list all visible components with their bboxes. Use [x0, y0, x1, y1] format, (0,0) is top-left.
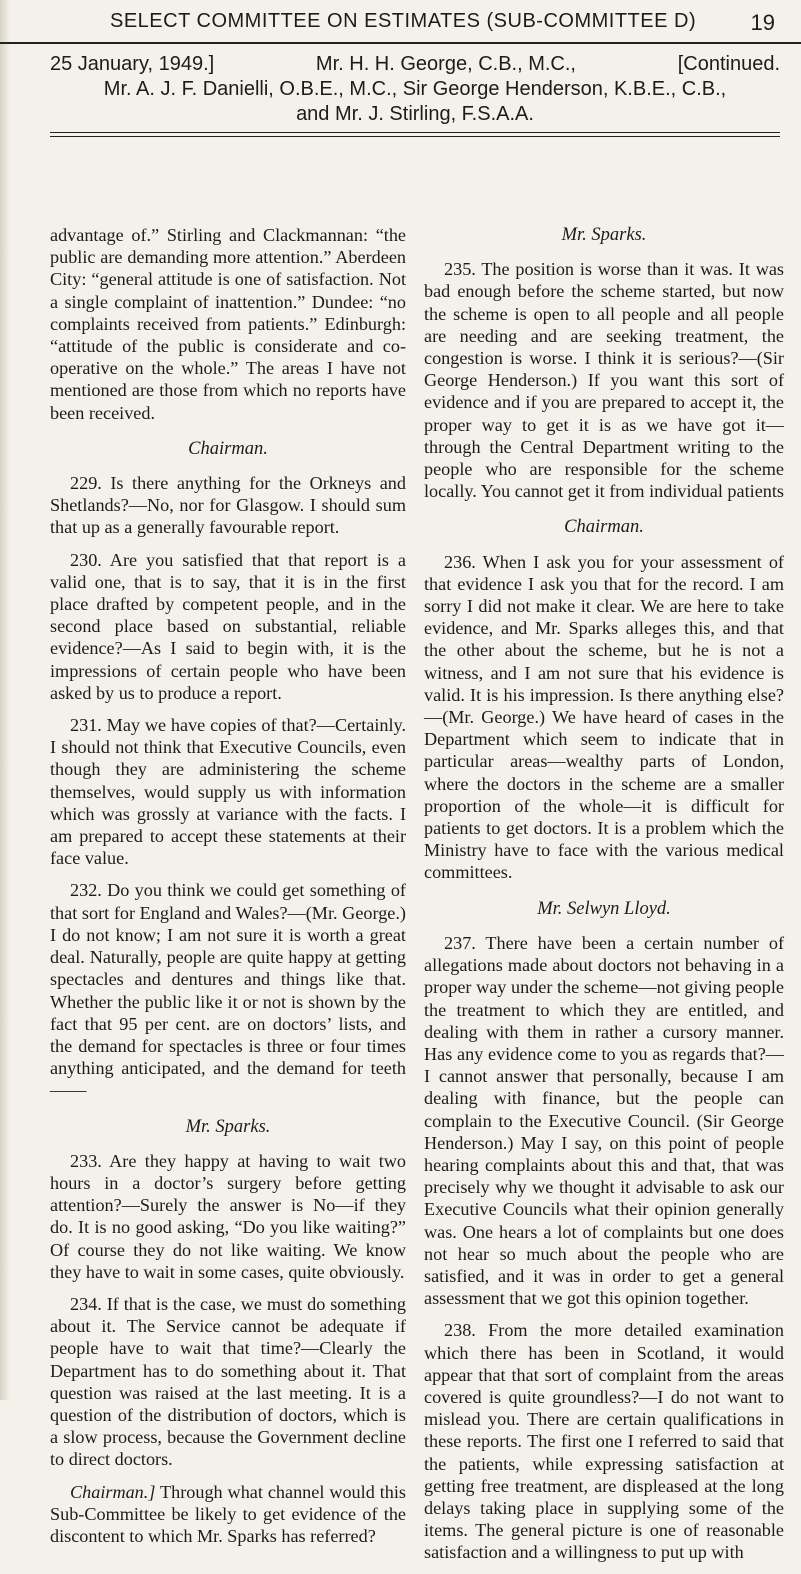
paragraph-233: 233. Are they happy at having to wait two hours in a doctor’s surgery before getting attention?—Surely the answer is No—if they do. It is no good asking, “Do you like waiting?” Of course they do not like waiting. We know they have to wait in some cases, quite obviously.: [50, 1150, 406, 1282]
paragraph-236: 236. When I ask you for your assessment of that evidence I ask you that for the record. I am sorry I did not make it clear. We are here to take evidence, and Mr. Sparks alleges this, and that the other about the scheme, but he is not a witness, and I am not sure that his evidence is valid. It is his impression. Is there anything else?—(Mr. George.) We have heard of cases in the Department which seem to indicate that in particular areas—wealthy parts of London, where the doctors in the scheme are a smaller proportion of the whole—it is difficult for patients to get doctors. It is a problem which the Ministry have to face with the various medical committees.: [424, 551, 784, 883]
witness-names-line1: Mr. H. H. George, C.B., M.C.,: [315, 53, 576, 75]
paragraph-237: 237. There have been a certain number of allegations made about doctors not behaving in a proper way under the scheme—not giving people the treatment to which they are entitled, and dealing with them in rather a cursory manner. Has any evidence come to you as regards that?—I cannot answer that personally, because I am dealing with finance, but the people can complain to the Executive Council. (Sir George Henderson.) May I say, on this point of people hearing complaints about this and that, that was precisely why we thought it advisable to ask our Executive Councils what their opinion generally was. One hears a lot of complaints but one does not hear so much about the people who are satisfied, and it was in order to get a general assessment that we got this opinion together.: [424, 932, 784, 1309]
running-head-title: SELECT COMMITTEE ON ESTIMATES (SUB-COMMITTEE D): [110, 10, 697, 32]
paragraph-234: 234. If that is the case, we must do something about it. The Service cannot be adequate if people have to wait that time?—Clearly the Department has to do something about it. That question was raised at the last meeting. It is a question of the distribution of doctors, which is a slow process, because the Government decline to direct doctors.: [50, 1293, 406, 1470]
paragraph-229: 229. Is there anything for the Orkneys and Shetlands?—No, nor for Glasgow. I should sum that up as a generally favourable report.: [50, 473, 406, 538]
left-column: [50, 224, 406, 1557]
header-rule-bottom: [50, 132, 780, 133]
paragraph-238: 238. From the more detailed examination which there has been in Scotland, it would appear that that sort of complaint from the areas covered is quite groundless?—I do not want to mislead you. There are certain qualifications in these reports. The first one I referred to said that the patients, while expressing satisfaction at getting free treatment, are displeased at the long delays taking place in supplying some of the items. The general picture is one of reasonable satisfaction and a willingness to put up with: [424, 1320, 784, 1563]
header-rule-top: [0, 42, 801, 44]
continued-label: [Continued.: [677, 53, 780, 75]
witness-names-line3: and Mr. J. Stirling, F.S.A.A.: [296, 103, 534, 125]
paragraph-text: Through what channel would this Sub-Committee be likely to get evidence of the discontent to which Mr. Sparks has referred?: [50, 1481, 406, 1546]
speaker-heading: Mr. Sparks.: [561, 225, 647, 245]
inline-speaker: Chairman.]: [70, 1481, 156, 1502]
session-date: 25 January, 1949.]: [50, 53, 215, 75]
speaker-heading: Mr. Sparks.: [185, 1116, 271, 1137]
witness-names-line2: Mr. A. J. F. Danielli, O.B.E., M.C., Sir George Henderson, K.B.E., C.B.,: [103, 78, 727, 100]
paragraph-232: 232. Do you think we could get something of that sort for England and Wales?—(Mr. George.) I do not know; I am not sure it is worth a great deal. Naturally, people are quite happy at getting spectacles and dentures and things like that. Whether the public like it or not is shown by the fact that 95 per cent. are on doctors’ lists, and the demand for spectacles is three or four times anything anticipated, and the demand for teeth——: [50, 880, 406, 1101]
header-rule-bottom-double: [50, 136, 780, 137]
binding-shadow: [0, 0, 10, 1400]
page-number: 19: [750, 10, 775, 35]
right-column: [424, 224, 784, 1574]
paragraph-230: 230. Are you satisfied that that report is a valid one, that is to say, that it is in the first place drafted by competent people, and in the second place based on substantial, reliable evidence?—As I said to begin with, it is the impressions of certain people who have been asked by us to produce a report.: [50, 549, 406, 703]
speaker-heading: Mr. Selwyn Lloyd.: [537, 898, 671, 919]
speaker-heading: Chairman.: [188, 438, 268, 459]
witness-header: [50, 52, 780, 127]
paragraph-231: 231. May we have copies of that?—Certainly. I should not think that Executive Councils, even though they are administering the scheme themselves, would supply us with information which was grossly at variance with the facts. I am prepared to accept these statements at their face value.: [50, 715, 406, 869]
speaker-heading: Chairman.: [564, 517, 644, 538]
paragraph-continuation: advantage of.” Stirling and Clackmannan: “the public are demanding more attention.” Aberdeen City: “general attitude is one of satisfaction. Not a single complaint of inattention.” Dundee: “no complaints received from patients.” Edinburgh: “attitude of the public is considerate and co-operative on the whole.” The areas I have not mentioned are those from which no reports have been received.: [50, 225, 406, 423]
paragraph-chairman-question: [50, 1481, 406, 1548]
paragraph-235: 235. The position is worse than it was. It was bad enough before the scheme started, but now the scheme is open to all people and all people are needing and are seeking treatment, the congestion is worse. I think it is serious?—(Sir George Henderson.) If you want this sort of evidence and if you are prepared to accept it, the proper way to get it is as we have got it—through the Central Department writing to the people who are responsible for the scheme locally. You cannot get it from individual patients: [424, 259, 784, 502]
running-head: [0, 6, 801, 40]
witness-header-line1: [50, 52, 780, 77]
